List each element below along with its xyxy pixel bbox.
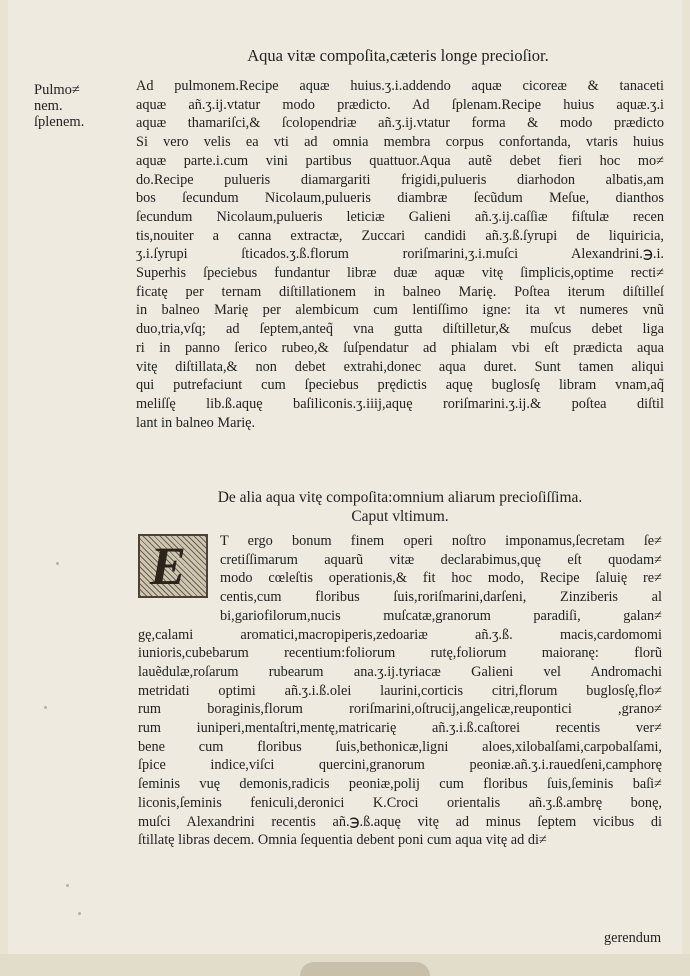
text-line: bos ſecundum Nicolaum,pulueris diambræ ſecũdum Meſue, dianthos <box>136 190 664 207</box>
text-line: ſtillatę libras decem. Omnia ſequentia debent poni cum aqua vitę ad di≠ <box>138 832 547 849</box>
text-line: in balneo Marię per alembicum cum lentiſſimo igne: ita vt numeres vnũ <box>136 302 664 319</box>
text-line: Ad pulmonem.Recipe aquæ huius.ʒ.i.addendo aquæ cicoreæ & tanaceti <box>136 78 664 94</box>
chapter-title <box>136 488 664 526</box>
text-line: rum iuniperi,mentaſtri,mentę,matricarię añ.ʒ.i.ß.caſtorei recentis ver≠ <box>138 720 662 737</box>
text-line: ri in panno ſerico rubeo,& ſuſpendatur ad phialam vbi eſt prædicta aqua <box>136 339 664 356</box>
text-line: qui putrefaciunt cum ſpeciebus prędictis aquę buglosſę libram vnam,aq̃ <box>136 377 664 394</box>
text-line: cretiſſimarum aquarũ vitæ declarabimus,quę eſt quodam≠ <box>220 551 662 568</box>
text-line: aquæ parte.i.cum vini partibus quattuor.Aqua autẽ debet fieri hoc mo≠ <box>136 152 664 169</box>
text-line: ſpice indice,viſci quercini,granorum peoniæ.añ.ʒ.i.rauedſeni,camphorę <box>138 757 662 774</box>
paper-speck <box>66 884 69 887</box>
chapter-title-line: De alia aqua vitę compoſita:omnium aliarum precioſiſſima. <box>217 489 583 506</box>
text-line: bene cum floribus ſuis,bethonicæ,ligni aloes,xilobalſami,carpobalſami, <box>138 738 662 755</box>
text-line: ſeminis vuę demonis,radicis peoniæ,polij cum floribus ſuis,ſeminis baſi≠ <box>138 776 662 793</box>
paper-speck <box>56 562 59 565</box>
margin-note-line: Pulmo≠ <box>34 82 80 98</box>
text-line: muſci Alexandrini recentis añ.℈.ß.aquę vitę ad minus ſeptem vicibus di <box>138 813 662 830</box>
text-line: liconis,ſeminis feniculi,deronici K.Croci orientalis añ.ʒ.ß.ambrę bonę, <box>138 794 662 811</box>
page-tab-mark <box>300 962 430 976</box>
text-line: Superhis ſpeciebus fundantur libræ duæ aquæ vitę ſimplicis,optime recti≠ <box>136 265 664 282</box>
text-line: ʒ.i.ſyrupi ſticados.ʒ.ß.florum roriſmarini,ʒ.i.muſci Alexandrini.℈.i. <box>136 246 664 263</box>
text-line: lauẽdulæ,roſarum rubearum ana.ʒ.ij.tyriacæ Galieni vel Andromachi <box>138 663 662 680</box>
text-line: Si vero velis ea vti ad omnia membra corpus confortanda, vtaris huius <box>136 134 664 151</box>
text-line: ficatę per ternam diſtillationem in balneo Marię. Poſtea iterum diſtilleſ <box>136 283 664 300</box>
book-page <box>8 0 682 976</box>
text-line: duo,tria,vſq; ad ſeptem,anteq̃ vna gutta diſtilletur,& muſcus debet liga <box>136 321 664 338</box>
text-line: tis,nouiter a canna extractæ, Zuccari candidi añ.ʒ.ß.ſyrupi de liquiricia, <box>136 227 664 244</box>
text-line: aquæ añ.ʒ.ij.vtatur modo prædicto. Ad ſplenam.Recipe huius aquæ.ʒ.i <box>136 96 664 113</box>
paragraph-1 <box>136 77 664 432</box>
text-line: iunioris,cubebarum recentium:foliorum rutę,foliorum maioranę: florũ <box>138 645 662 662</box>
text-line: gę,calami aromatici,macropiperis,zedoariæ añ.ʒ.ß. macis,cardomomi <box>138 626 662 643</box>
margin-note-line: ſplenem. <box>34 114 85 130</box>
text-line: metridati optimi añ.ʒ.i.ß.olei laurini,corticis citri,florum buglosſę,flo≠ <box>138 682 662 699</box>
text-line: meliſſę lib.ß.aquę baſiliconis.ʒ.iiij,aquę roriſmarini.ʒ.ij.& poſtea diſtil <box>136 395 664 412</box>
text-line: rum boraginis,florum roriſmarini,oſtrucij,angelicæ,reupontici ,grano≠ <box>138 701 662 718</box>
text-line: T ergo bonum finem operi noſtro imponamus,ſecretam ſe≠ <box>220 533 662 549</box>
initial-letter: E <box>150 536 187 596</box>
catchword: gerendum <box>604 930 662 946</box>
text-line: centis,cum floribus ſuis,roriſmarini,darſeni, Zinziberis al <box>220 589 662 606</box>
running-head: Aqua vitæ compoſita,cæteris longe precioſior. <box>247 46 549 65</box>
paragraph-2 <box>8 532 662 850</box>
text-line: do.Recipe pulueris diamargariti frigidi,pulueris diarhodon albatis,am <box>136 171 664 188</box>
text-line: vitę diſtillata,& non debet extrahi,donec aqua duret. Sunt tamen aliqui <box>136 358 664 375</box>
chapter-subtitle: Caput vltimum. <box>351 508 449 525</box>
text-line: aquæ thamariſci,& ſcolopendriæ añ.ʒ.ij.vtatur forma & modo prædicto <box>136 115 664 132</box>
text-line: modo cœleſtis operationis,& fit hoc modo, Recipe ſaluię re≠ <box>220 570 662 587</box>
margin-note <box>34 82 84 130</box>
text-line: ſecundum Nicolaum,pulueris leticiæ Galieni añ.ʒ.ij.caſſiæ fiſtulæ recen <box>136 208 664 225</box>
paper-speck <box>78 912 81 915</box>
paper-speck <box>44 706 47 709</box>
margin-note-line: nem. <box>34 98 63 114</box>
text-line: bi,gariofilorum,nucis muſcatæ,granorum paradiſi, galan≠ <box>220 607 662 624</box>
text-line: lant in balneo Marię. <box>136 414 256 431</box>
